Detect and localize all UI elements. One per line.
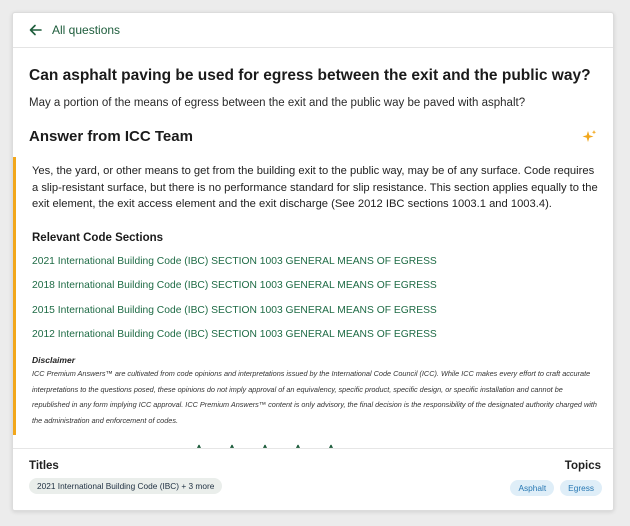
titles-label: Titles — [29, 460, 59, 472]
titles-pill[interactable]: 2021 International Building Code (IBC) + 3 more — [29, 478, 222, 494]
disclaimer-text: ICC Premium Answers™ are cultivated from code opinions and interpretations issued by the International Code Council (ICC). While ICC makes every effort to craft accurate interpretations to the questions posed, these opinions do not imply approval of an equivalency, specific product, specific design, or specific installation and cannot be republished in any form implying ICC approval. ICC Premium Answers™ content is only advisory, the final decision is the responsibility of the designated authority charged with the administration and enforcement of codes. — [32, 369, 597, 425]
back-label: All questions — [52, 23, 121, 37]
answer-block — [13, 157, 613, 435]
list-item — [32, 275, 599, 293]
list-item — [32, 324, 599, 342]
answer-header — [13, 128, 613, 145]
code-section-link[interactable]: 2021 International Building Code (IBC) SECTION 1003 GENERAL MEANS OF EGRESS — [32, 255, 437, 267]
question-body: May a portion of the means of egress between the exit and the public way be paved with asphalt? — [29, 97, 526, 109]
back-to-all-questions-link[interactable] — [29, 23, 120, 37]
topics-label: Topics — [564, 460, 601, 472]
topic-tag-asphalt[interactable]: Asphalt — [510, 480, 554, 496]
code-section-link[interactable]: 2012 International Building Code (IBC) SECTION 1003 GENERAL MEANS OF EGRESS — [32, 329, 437, 340]
relevant-code-sections-list — [32, 251, 599, 343]
arrow-left-icon — [29, 24, 42, 36]
top-nav-bar — [13, 13, 613, 48]
answer-text: Yes, the yard, or other means to get from the building exit to the public way, may be of any surface. Code requires a slip-resistant surface, but there is no performance standard for slip resistance. This section applies equally to the exit element, the exit access element and the exit discharge (See 2012 IBC sections 1003.1 and 1003.4). — [32, 165, 598, 210]
question-title: Can asphalt paving be used for egress between the exit and the public way? — [29, 67, 591, 84]
question-section — [13, 67, 613, 109]
list-item — [32, 251, 599, 269]
answer-heading: Answer from ICC Team — [29, 128, 193, 145]
card-footer — [13, 448, 613, 511]
question-card — [12, 12, 614, 511]
disclaimer-title: Disclaimer — [32, 355, 75, 365]
list-item — [32, 300, 599, 318]
sparkle-icon — [581, 129, 597, 145]
relevant-code-sections-title: Relevant Code Sections — [32, 231, 164, 244]
topics-list — [504, 480, 602, 496]
topic-tag-egress[interactable]: Egress — [560, 480, 602, 496]
code-section-link[interactable]: 2015 International Building Code (IBC) SECTION 1003 GENERAL MEANS OF EGRESS — [32, 304, 437, 316]
code-section-link[interactable]: 2018 International Building Code (IBC) SECTION 1003 GENERAL MEANS OF EGRESS — [32, 280, 437, 291]
